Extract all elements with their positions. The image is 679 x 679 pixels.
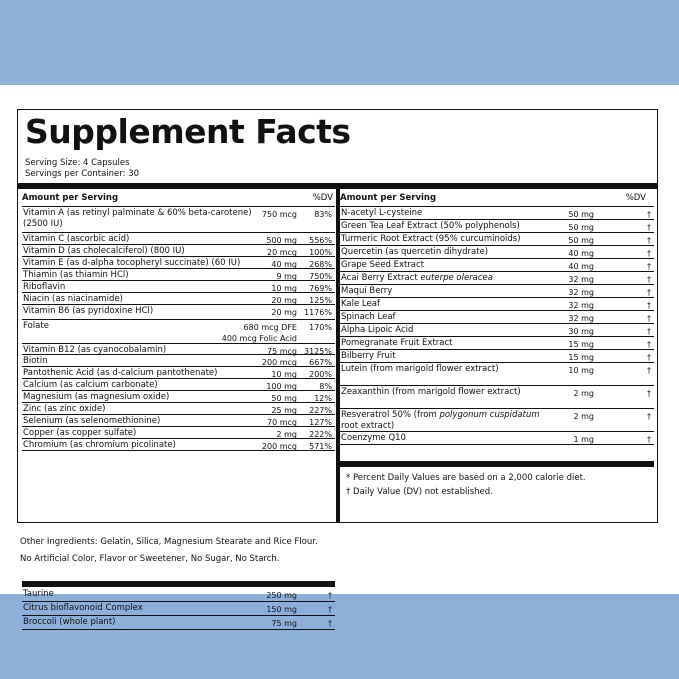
ingredient-name-text: Vitamin D (as cholecalciferol) (800 IU): [23, 246, 185, 256]
ingredient-amount: [568, 248, 594, 259]
ingredient-amount-value: 25 mg: [271, 406, 297, 415]
table-row: [22, 344, 335, 355]
table-row: [22, 439, 335, 451]
ingredient-amount-value: 20 mcg: [267, 248, 297, 257]
table-row: [340, 259, 654, 272]
ingredient-dv: †: [647, 236, 651, 245]
ingredient-amount-value: 15 mg: [568, 340, 594, 349]
ingredient-name-text: Vitamin C (ascorbic acid): [23, 234, 130, 244]
ingredient-amount-value: 150 mg: [266, 605, 297, 614]
ingredient-name-text: Thiamin (as thiamin HCl): [23, 270, 129, 280]
ingredient-name-text: Bilberry Fruit: [341, 351, 396, 361]
ingredient-amount: [568, 352, 594, 363]
ingredient-amount-value: 1 mg: [573, 435, 594, 444]
ingredient-name-text: Taurine: [23, 589, 54, 599]
table-row: [22, 281, 335, 293]
ingredient-name: [23, 321, 253, 332]
ingredient-name: [341, 433, 551, 444]
ingredient-amount: [568, 261, 594, 272]
ingredient-name: [341, 273, 551, 284]
ingredient-amount-value: 50 mg: [568, 223, 594, 232]
ingredient-name-text: Lutein (from marigold flower extract): [341, 364, 499, 374]
table-row: [340, 432, 654, 445]
table-row: [340, 233, 654, 246]
ingredient-dv: 125%: [309, 296, 332, 305]
ingredient-name-text: Niacin (as niacinamide): [23, 294, 123, 304]
ingredient-dv: 1176%: [304, 308, 332, 317]
ingredient-dv: †: [647, 301, 651, 310]
ingredient-amount-secondary: 400 mcg Folic Acid: [221, 334, 297, 343]
ingredient-amount-value: 680 mcg DFE: [243, 323, 297, 332]
table-row: [22, 391, 335, 403]
ingredient-dv: 750%: [309, 272, 332, 281]
ingredient-amount: [568, 235, 594, 246]
table-row: [22, 207, 335, 233]
ingredient-name-text: Vitamin E (as d-alpha tocopheryl succinate) (60 IU): [23, 258, 241, 268]
right-dv-header: %DV: [625, 193, 646, 203]
ingredient-name-text: Grape Seed Extract: [341, 260, 425, 270]
ingredient-amount-value: 75 mg: [271, 619, 297, 628]
ingredient-amount: [568, 339, 594, 350]
ingredient-name-text: Spinach Leaf: [341, 312, 396, 322]
ingredient-name: [341, 351, 551, 362]
ingredient-amount: [568, 313, 594, 324]
ingredient-name: [341, 312, 551, 323]
ingredient-name-text: Pomegranate Fruit Extract: [341, 338, 453, 348]
ingredient-dv: †: [328, 619, 332, 628]
table-row: [340, 350, 654, 363]
ingredient-name: [23, 404, 253, 415]
ingredient-dv: †: [328, 591, 332, 600]
ingredient-dv: †: [647, 314, 651, 323]
ingredient-dv: †: [328, 605, 332, 614]
table-row: [340, 272, 654, 285]
ingredient-amount-value: 30 mg: [568, 327, 594, 336]
ingredient-name-text: Broccoli (whole plant): [23, 617, 116, 627]
table-row: [22, 305, 335, 320]
facts-title: Supplement Facts: [25, 112, 351, 151]
ingredient-name: [23, 603, 253, 614]
ingredient-amount-value: 200 mcg: [261, 442, 297, 451]
ingredient-amount-value: 50 mg: [568, 210, 594, 219]
ingredient-amount-value: 40 mg: [568, 262, 594, 271]
ingredient-name: [23, 246, 253, 257]
ingredient-name-text: Biotin: [23, 356, 48, 366]
ingredient-name: [341, 364, 551, 375]
ingredient-amount-value: 32 mg: [568, 288, 594, 297]
ingredient-dv: †: [647, 340, 651, 349]
table-row: [22, 588, 335, 602]
ingredient-amount-value: 20 mg: [271, 296, 297, 305]
ingredient-amount: [271, 307, 297, 318]
ingredient-name: [23, 416, 253, 427]
ingredient-name-text: Vitamin A (as retinyl palminate & 60% beta-carotene) (2500 IU): [23, 208, 252, 229]
right-header: [340, 193, 654, 203]
ingredient-name: [23, 306, 253, 317]
ingredient-dv: 12%: [314, 394, 332, 403]
ingredient-dv: †: [647, 389, 651, 398]
ingredient-name: [341, 338, 551, 349]
table-row: [340, 337, 654, 350]
table-row: [22, 269, 335, 281]
table-row: [22, 320, 335, 344]
ingredient-dv: †: [647, 412, 651, 421]
left-amount-header: Amount per Serving: [22, 193, 119, 203]
ingredient-amount-value: 32 mg: [568, 275, 594, 284]
ingredient-amount: [573, 434, 594, 445]
ingredient-name-text: Coenzyme Q10: [341, 433, 406, 443]
ingredient-dv: 769%: [309, 284, 332, 293]
ingredient-name: [341, 387, 551, 398]
ingredient-dv: 571%: [309, 442, 332, 451]
ingredient-name-text: N-acetyl L-cysteine: [341, 208, 423, 218]
ingredient-name-text: Calcium (as calcium carbonate): [23, 380, 158, 390]
servings-per-container: Servings per Container: 30: [25, 169, 140, 179]
ingredient-name: [23, 368, 253, 379]
ingredient-amount-value: 70 mcg: [267, 418, 297, 427]
ingredient-amount-value: 750 mcg: [261, 210, 297, 219]
ingredient-name: [341, 286, 551, 297]
ingredient-name: [23, 440, 253, 451]
ingredient-dv: 100%: [309, 248, 332, 257]
ingredient-amount: [568, 209, 594, 220]
ingredient-amount-value: 2 mg: [276, 430, 297, 439]
ingredient-name-text: Maqui Berry: [341, 286, 393, 296]
ingredient-dv: †: [647, 353, 651, 362]
table-row: [22, 602, 335, 616]
right-amount-header: Amount per Serving: [340, 193, 437, 203]
table-row: [340, 311, 654, 324]
ingredient-amount: [568, 365, 594, 376]
table-row: [22, 245, 335, 257]
ingredient-dv: 227%: [309, 406, 332, 415]
other-ingredients: Other Ingredients: Gelatin, Silica, Magnesium Stearate and Rice Flour.: [20, 537, 318, 547]
table-row: [22, 415, 335, 427]
ingredient-name-text: Vitamin B12 (as cyanocobalamin): [23, 345, 167, 355]
ingredient-amount-value: 15 mg: [568, 353, 594, 362]
table-row: [22, 367, 335, 379]
ingredient-dv: †: [647, 435, 651, 444]
ingredient-name-text: Green Tea Leaf Extract (50% polyphenols): [341, 221, 520, 231]
ingredient-name-text: Alpha Lipoic Acid: [341, 325, 414, 335]
ingredient-name-text: Resveratrol 50% (from: [341, 410, 437, 420]
ingredient-amount: [568, 326, 594, 337]
ingredient-amount: [266, 590, 297, 601]
ingredient-name-text: Magnesium (as magnesium oxide): [23, 392, 170, 402]
ingredient-name-tail: root extract): [341, 421, 395, 431]
ingredient-amount: [266, 604, 297, 615]
left-dv-header: %DV: [312, 193, 333, 203]
table-row: [22, 403, 335, 415]
ingredient-botanical-name: polygonum cuspidatum: [439, 410, 540, 420]
table-row: [340, 220, 654, 233]
ingredient-amount-value: 100 mg: [266, 382, 297, 391]
table-row: [340, 207, 654, 220]
ingredient-amount: [568, 222, 594, 233]
right-section-band: [340, 461, 654, 467]
ingredient-dv: †: [647, 223, 651, 232]
ingredient-amount-value: 40 mg: [568, 249, 594, 258]
ingredient-dv: 556%: [309, 236, 332, 245]
ingredient-botanical-name: euterpe oleracea: [420, 273, 493, 283]
ingredient-name: [341, 247, 551, 258]
serving-size: Serving Size: 4 Capsules: [25, 158, 130, 168]
ingredient-name: [341, 299, 551, 310]
footnote-percent: * Percent Daily Values are based on a 2,000 calorie diet.: [346, 473, 586, 483]
ingredient-name: [23, 234, 253, 245]
ingredient-amount-value: 50 mg: [271, 394, 297, 403]
ingredient-dv: 8%: [319, 382, 332, 391]
ingredient-dv: †: [647, 210, 651, 219]
ingredient-amount-value: 250 mg: [266, 591, 297, 600]
ingredient-amount-value: 32 mg: [568, 301, 594, 310]
ingredient-name: [341, 325, 551, 336]
table-row: [340, 409, 654, 432]
ingredient-amount-value: 10 mg: [271, 370, 297, 379]
ingredient-amount-value: 10 mg: [271, 284, 297, 293]
ingredient-dv: 170%: [309, 323, 332, 332]
ingredient-name-text: Zeaxanthin (from marigold flower extract): [341, 387, 521, 397]
ingredient-name-text: Vitamin B6 (as pyridoxine HCl): [23, 306, 154, 316]
ingredient-name-text: Zinc (as zinc oxide): [23, 404, 106, 414]
ingredient-name: [23, 270, 253, 281]
ingredient-name-text: Quercetin (as quercetin dihydrate): [341, 247, 489, 257]
ingredient-amount: [271, 618, 297, 629]
ingredient-name: [23, 617, 253, 628]
ingredient-name-text: Folate: [23, 321, 49, 331]
no-artificial-statement: No Artificial Color, Flavor or Sweetener, No Sugar, No Starch.: [20, 554, 280, 564]
ingredient-name-text: Selenium (as selenomethionine): [23, 416, 161, 426]
ingredient-dv: †: [647, 249, 651, 258]
ingredient-amount: [568, 274, 594, 285]
ingredient-name: [23, 282, 253, 293]
ingredient-amount-value: 2 mg: [573, 412, 594, 421]
ingredient-amount-value: 75 mcg: [267, 347, 297, 356]
table-row: [340, 298, 654, 311]
ingredient-dv: 83%: [314, 210, 332, 219]
ingredient-name-text: Copper (as copper sulfate): [23, 428, 137, 438]
ingredient-amount: [262, 441, 297, 452]
table-row: [22, 427, 335, 439]
footnote-dagger: † Daily Value (DV) not established.: [346, 487, 493, 497]
ingredient-dv: 667%: [309, 358, 332, 367]
ingredient-dv: 127%: [309, 418, 332, 427]
ingredient-amount-value: 50 mg: [568, 236, 594, 245]
ingredient-name-text: Turmeric Root Extract (95% curcuminoids): [341, 234, 521, 244]
ingredient-name: [341, 221, 551, 232]
ingredient-name: [23, 428, 253, 439]
table-row: [340, 363, 654, 386]
ingredient-name: [23, 208, 253, 230]
table-row: [22, 355, 335, 367]
ingredient-dv: †: [647, 366, 651, 375]
ingredient-dv: 200%: [309, 370, 332, 379]
table-row: [22, 379, 335, 391]
ingredient-amount-value: 2 mg: [573, 389, 594, 398]
ingredient-dv: †: [647, 327, 651, 336]
ingredient-name-text: Pantothenic Acid (as d-calcium pantothenate): [23, 368, 218, 378]
ingredient-amount: [573, 388, 594, 399]
table-row: [340, 324, 654, 337]
table-row: [22, 257, 335, 269]
ingredient-amount: [573, 411, 594, 422]
ingredient-name-text: Acai Berry Extract: [341, 273, 418, 283]
left-header: [22, 193, 335, 203]
ingredient-name-text: Citrus bioflavonoid Complex: [23, 603, 143, 613]
ingredient-amount-value: 500 mg: [266, 236, 297, 245]
ingredient-amount-value: 10 mg: [568, 366, 594, 375]
ingredient-name: [341, 260, 551, 271]
left-section-band: [22, 581, 335, 587]
table-row: [22, 293, 335, 305]
ingredient-amount: [222, 322, 297, 344]
ingredient-amount-value: 40 mg: [271, 260, 297, 269]
ingredient-name: [23, 356, 253, 367]
ingredient-dv: 222%: [309, 430, 332, 439]
ingredient-name-text: Riboflavin: [23, 282, 66, 292]
table-row: [22, 233, 335, 245]
ingredient-name: [23, 380, 253, 391]
ingredient-name: [23, 258, 253, 269]
ingredient-name: [23, 392, 253, 403]
table-row: [340, 386, 654, 409]
table-row: [340, 285, 654, 298]
ingredient-name: [23, 589, 253, 600]
ingredient-dv: †: [647, 288, 651, 297]
ingredient-amount: [568, 300, 594, 311]
ingredient-name: [341, 208, 551, 219]
ingredient-dv: †: [647, 262, 651, 271]
ingredient-amount-value: 9 mg: [276, 272, 297, 281]
ingredient-dv: 3125%: [304, 347, 332, 356]
ingredient-amount: [262, 209, 297, 220]
ingredient-name-text: Kale Leaf: [341, 299, 380, 309]
ingredient-name: [23, 294, 253, 305]
ingredient-dv: †: [647, 275, 651, 284]
ingredient-name: [341, 234, 551, 245]
ingredient-amount-value: 200 mcg: [261, 358, 297, 367]
ingredient-name: [341, 410, 551, 432]
ingredient-amount-value: 20 mg: [271, 308, 297, 317]
table-row: [340, 246, 654, 259]
ingredient-amount: [568, 287, 594, 298]
table-row: [22, 616, 335, 630]
ingredient-name-text: Chromium (as chromium picolinate): [23, 440, 176, 450]
ingredient-amount-value: 32 mg: [568, 314, 594, 323]
ingredient-dv: 268%: [309, 260, 332, 269]
